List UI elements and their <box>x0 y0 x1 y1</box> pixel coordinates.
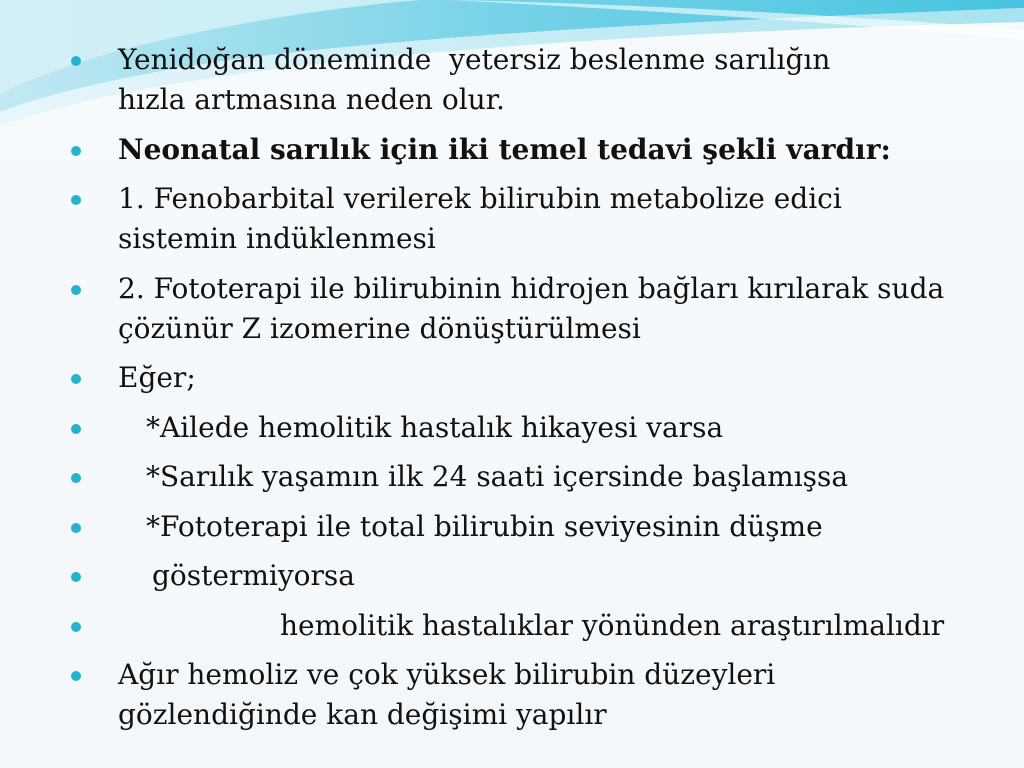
bullet-dot-icon <box>71 285 81 295</box>
bullet-dot-icon <box>71 473 81 483</box>
bullet-line: *Sarılık yaşamın ilk 24 saati içersinde başlamışsa <box>146 460 849 493</box>
bullet-line: *Ailede hemolitik hastalık hikayesi varsa <box>146 410 724 444</box>
bullet-dot-icon <box>71 523 81 533</box>
bullet-list <box>0 40 1024 735</box>
content-area <box>0 40 1024 745</box>
bullet-dot-icon <box>71 195 81 205</box>
bullet-line: hızla artmasına neden olur. <box>118 83 505 116</box>
bullet-line: göstermiyorsa <box>152 559 355 592</box>
bullet-line: sistemin indüklenmesi <box>118 222 436 255</box>
bullet-item-3 <box>0 179 1024 259</box>
bullet-item-5 <box>0 358 1024 398</box>
bullet-dot-icon <box>71 146 81 156</box>
bullet-item-11 <box>0 655 1024 735</box>
bullet-line: Ağır hemoliz ve çok yüksek bilirubin düzeyleri <box>118 658 776 691</box>
bullet-line: *Fototerapi ile total bilirubin seviyesinin düşme <box>146 509 823 543</box>
bullet-item-8 <box>0 507 1024 547</box>
bullet-line: 1. Fenobarbital verilerek bilirubin metabolize edici <box>118 182 842 215</box>
bullet-item-10 <box>0 606 1024 646</box>
bullet-dot-icon <box>71 622 81 632</box>
bullet-line: Yenidoğan döneminde yetersiz beslenme sarılığın <box>118 43 831 76</box>
bullet-dot-icon <box>71 374 81 384</box>
bullet-dot-icon <box>71 424 81 434</box>
bullet-item-4 <box>0 269 1024 349</box>
bullet-line: 2. Fototerapi ile bilirubinin hidrojen bağları kırılarak suda <box>118 271 945 305</box>
bullet-dot-icon <box>71 56 81 66</box>
bullet-line: gözlendiğinde kan değişimi yapılır <box>118 698 607 731</box>
bullet-item-1 <box>0 40 1024 120</box>
bullet-dot-icon <box>71 572 81 582</box>
bullet-line: Eğer; <box>118 361 196 394</box>
bullet-line: Neonatal sarılık için iki temel tedavi şekli vardır: <box>118 132 891 166</box>
bullet-dot-icon <box>71 671 81 681</box>
bullet-item-2 <box>0 130 1024 170</box>
bullet-item-7 <box>0 457 1024 497</box>
bullet-line: çözünür Z izomerine dönüştürülmesi <box>118 311 641 345</box>
bullet-line: hemolitik hastalıklar yönünden araştırılmalıdır <box>280 608 945 642</box>
bullet-item-6 <box>0 408 1024 448</box>
bullet-item-9 <box>0 556 1024 596</box>
